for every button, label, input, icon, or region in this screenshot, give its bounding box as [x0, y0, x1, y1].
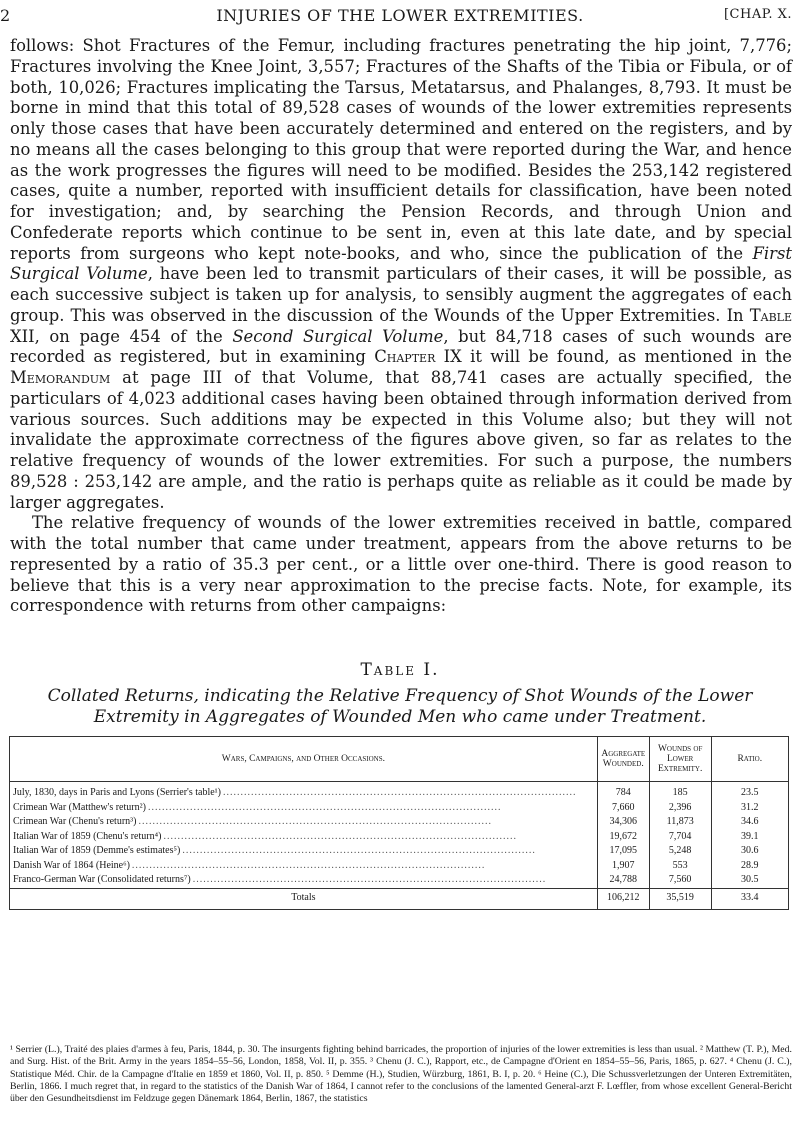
cell-aggregate: 17,095 — [597, 844, 649, 859]
cell-aggregate: 784 — [597, 782, 649, 801]
cell-lower: 7,704 — [649, 830, 711, 845]
cell-ratio: 30.5 — [711, 873, 788, 888]
page-number: 2 — [0, 6, 11, 25]
table-row: July, 1830, days in Paris and Lyons (Serrier's table¹) ..................................................................................................... 784 185 23.5 — [10, 782, 789, 801]
cell-ratio: 28.9 — [711, 859, 788, 874]
row-label: Crimean War (Chenu's return³) — [13, 816, 137, 827]
cell-lower: 7,560 — [649, 873, 711, 888]
row-label: Franco-German War (Consolidated returns⁷) — [13, 874, 191, 885]
cell-ratio: 23.5 — [711, 782, 788, 801]
cell-lower: 5,248 — [649, 844, 711, 859]
row-label: Italian War of 1859 (Chenu's return⁴) — [13, 830, 162, 842]
row-label: July, 1830, days in Paris and Lyons (Serrier's table¹) — [13, 787, 222, 798]
column-header: Wounds of Lower Extremity. — [649, 737, 711, 782]
total-aggregate: 106,212 — [597, 888, 649, 909]
cell-ratio: 31.2 — [711, 801, 788, 816]
cell-lower: 2,396 — [649, 801, 711, 816]
table-row: Italian War of 1859 (Demme's estimates⁵) ..................................................................................................... 17,095 5,248 30.6 — [10, 844, 789, 859]
chapter-label: [CHAP. X. — [723, 7, 792, 22]
table-row: Danish War of 1864 (Heine⁶) ..................................................................................................... 1,907 553 28.9 — [10, 859, 789, 874]
cell-ratio: 30.6 — [711, 844, 788, 859]
table-header-row — [10, 737, 789, 782]
cell-lower: 553 — [649, 859, 711, 874]
table-heading: Table I. — [360, 660, 440, 680]
statistics-table — [9, 736, 789, 910]
totals-row — [10, 888, 789, 909]
table-row: Crimean War (Chenu's return³) ..................................................................................................... 34,306 11,873 34.6 — [10, 815, 789, 830]
totals-label: Totals — [10, 888, 598, 909]
table-caption: Collated Returns, indicating the Relative Frequency of Shot Wounds of the Lower Extremity in Aggregates of Wounded Men who came under Treatment. — [47, 686, 753, 727]
cell-aggregate: 7,660 — [597, 801, 649, 816]
cell-ratio: 34.6 — [711, 815, 788, 830]
paragraph-2: The relative frequency of wounds of the lower extremities received in battle, compared with the total number that came under treatment, appears from the above returns to be represented by a ratio of 35.3 per cent., or a little over one-third. There is good reason to believe that this is a very near approximation to the precise facts. Note, for example, its correspondence with returns from other campaigns: — [10, 513, 792, 616]
column-header: Ratio. — [711, 737, 788, 782]
running-head — [0, 6, 800, 32]
column-header: Wars, Campaigns, and Other Occasions. — [10, 737, 598, 782]
paragraph-1: follows: Shot Fractures of the Femur, including fractures penetrating the hip joint, 7,776; Fractures involving the Knee Joint, 3,557; Fractures of the Shafts of the Tibia or Fibula, or of both, 10,026; Fractures implicating the Tarsus, Metatarsus, and Phalanges, 8,793. It must be borne in mind that this total of 89,528 cases of wounds of the lower extremities represents only those cases that have been accurately determined and entered on the registers, and by no means all the cases belonging to this group that were reported during the War, and hence as the work progresses the figures will need to be modified. Besides the 253,142 registered cases, quite a number, reported with insufficient details for classification, have been noted for investigation; and, by searching the Pension Records, and through Union and Confederate reports which continue to be sent in, even at this late date, and by special reports from surgeons who kept note-books, and who, since the publication of the First Surgical Volume, have been led to transmit particulars of their cases, it will be possible, as each successive subject is taken up for analysis, to sensibly augment the aggregates of each group. This was observed in the discussion of the Wounds of the Upper Extremities. In Table XII, on page 454 of the Second Surgical Volume, but 84,718 cases of such wounds are recorded as registered, but in examining Chapter IX it will be found, as mentioned in the Memorandum at page III of that Volume, that 88,741 cases are actually specified, the particulars of 4,023 additional cases having been obtained through information derived from various sources. Such additions may be expected in this Volume also; but they will not invalidate the approximate correctness of the figures above given, so far as relates to the relative frequency of wounds of the lower extremities. For such a purpose, the numbers 89,528 : 253,142 are ample, and the ratio is perhaps quite as reliable as it could be made by larger aggregates. — [10, 36, 793, 512]
cell-lower: 11,873 — [649, 815, 711, 830]
table-row: Italian War of 1859 (Chenu's return⁴) ..................................................................................................... 19,672 7,704 39.1 — [10, 830, 789, 845]
body-text — [10, 36, 792, 617]
cell-aggregate: 24,788 — [597, 873, 649, 888]
cell-ratio: 39.1 — [711, 830, 788, 845]
column-header: Aggregate Wounded. — [597, 737, 649, 782]
cell-aggregate: 1,907 — [597, 859, 649, 874]
row-label: Italian War of 1859 (Demme's estimates⁵) — [13, 845, 181, 856]
table-row: Crimean War (Matthew's return²) ..................................................................................................... 7,660 2,396 31.2 — [10, 801, 789, 816]
total-ratio: 33.4 — [711, 888, 788, 909]
total-lower: 35,519 — [649, 888, 711, 909]
cell-aggregate: 19,672 — [597, 830, 649, 845]
row-label: Crimean War (Matthew's return²) — [13, 801, 146, 813]
cell-aggregate: 34,306 — [597, 815, 649, 830]
cell-lower: 185 — [649, 782, 711, 801]
running-title: INJURIES OF THE LOWER EXTREMITIES. — [216, 6, 584, 25]
footnote-text: ¹ Serrier (L.), Traité des plaies d'armes à feu, Paris, 1844, p. 30. The insurgents fighting behind barricades, the proportion of injuries of the lower extremities is less than usual. ² Matthew (T. P.), Med. and Surg. Hist. of the Brit. Army in the years 1854–55–56, London, 1858, Vol. II, p. 355. ³ Chenu (J. C.), Rapport, etc., de Campagne d'Orient en 1854–55–56, Paris, 1865, p. 627. ⁴ Chenu (J. C.), Statistique Méd. Chir. de la Campagne d'Italie en 1859 et 1860, Vol. II, p. 850. ⁵ Demme (H.), Studien, Würzburg, 1861, B. I, p. 20. ⁶ Heine (C.), Die Schussverletzungen der Unteren Extremitäten, Berlin, 1866. I much regret that, in regard to the statistics of the Danish War of 1864, I cannot refer to the conclusions of the lamented General-arzt F. Lœffler, from whose excellent General-Bericht über den Gesundheitsdienst im Feldzuge gegen Dänemark 1864, Berlin, 1867, the statistics — [10, 1044, 792, 1105]
table-row: Franco-German War (Consolidated returns⁷) ..................................................................................................... 24,788 7,560 30.5 — [10, 873, 789, 888]
row-label: Danish War of 1864 (Heine⁶) — [13, 859, 130, 871]
footnotes — [10, 1044, 792, 1105]
